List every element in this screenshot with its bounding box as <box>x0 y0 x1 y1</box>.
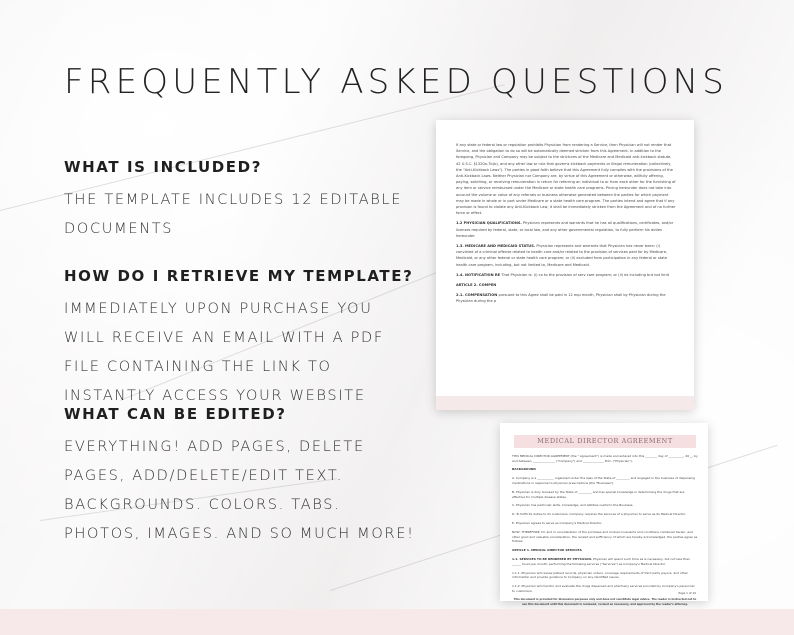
doc-text: pursuant to this Agree shall be paid in 12 equ month, Physician shall by Physician during the Physician during the p <box>456 293 666 304</box>
doc-heading: ARTICLE 1. MEDICAL DIRECTOR SERVICES <box>512 548 582 553</box>
doc-heading: 1.2 PHYSICIAN QUALIFICATIONS. <box>456 221 522 226</box>
faq-answer-line: PAGES, ADD/DELETE/EDIT TEXT. <box>64 468 344 484</box>
doc-paragraph: C. Physician has particular skills, knowledge, and abilities useful to the Business. <box>512 503 634 508</box>
doc-heading: 2.1. COMPENSATION <box>456 293 498 298</box>
doc-heading: 1.4. NOTIFICATION RE <box>456 272 501 277</box>
doc-paragraph: D. To fulfill its duties to its customers, Company requires the services of a physician to serve as its Medical Director. <box>512 512 687 517</box>
doc-paragraph: If any state or federal law or regulation prohibits Physician from rendering a Service, then Physician will not render that Service, and the obligation to do so will be automatically deemed stricken from this Agreement. In addition to the foregoing, Physician and Company may be subject to the strictures of the Medicare and Medicaid anti-kickback statute, 42 U.S.C. §1320a-7b(b), and any other law or rule that governs kickback payments or illegal remuneration (collectively, the "Anti-Kickback Laws"). The parties in good faith believe that this Agreement fully complies with the provisions of the Anti-Kickback Laws. Neither Physician nor Company are, by virtue of this Agreement or otherwise, willfully offering, paying, soliciting, or receiving remuneration in return for referring an individual to or from each other for the furnishing of any item or service reimbursed under the Medicare or state health care programs. Pricing hereunder does not take into account the volume or value of any referrals or business otherwise generated between the parties for which payment may be made in whole or in part under Medicare or a state health care program. The parties intend and agree that if any provision is found to violate any Anti-Kickback Law, it shall be immediately stricken from the Agreement and of no further force or effect. <box>456 143 676 216</box>
doc-title-banner: MEDICAL DIRECTOR AGREEMENT <box>514 435 696 448</box>
doc-paragraph: B. Physician is duly licensed by the State of _________ and has special knowledge in determining the drugs that are effective for multiple disease states. <box>512 489 685 499</box>
faq-answer-line: BACKGROUNDS. COLORS. TABS. <box>64 497 341 513</box>
faq-answer-line: THE TEMPLATE INCLUDES 12 EDITABLE <box>64 192 403 208</box>
doc-disclaimer: This document is provided for discussion purposes only and does not constitute legal advice. The reader is instructed not to use this document until this document is reviewed, revised as necessary, and approved by the reader's attorney. <box>513 597 697 606</box>
doc-paragraph <box>456 220 676 239</box>
faq-answer-line: EVERYTHING! ADD PAGES, DELETE <box>64 439 365 455</box>
faq-answer-line: WILL RECEIVE AN EMAIL WITH A PDF <box>64 330 384 346</box>
faq-answer-line: IMMEDIATELY UPON PURCHASE YOU <box>64 301 373 317</box>
doc-text: Physician will spend such time as is necessary, but not less than ______ hours per month, performing the following services ("Services") as Company's Medical Director. <box>512 556 690 566</box>
doc-text: Physician represents and warrants that Physician has never been: (i) convicted of a criminal offense related to health care and/or related to the provision of services paid for by Medicare, Medicaid, or any other federal or state health care program; or (ii) excluded from participation in any federal or state health care program, including, but not limited to, Medicare and Medicaid. <box>456 244 668 267</box>
document-preview-back <box>436 120 694 410</box>
doc-paragraph: NOW, THEREFORE, for and in consideration of the promises and mutual covenants and conditions contained herein, and other good and valuable consideration, the receipt and sufficiency of which are hereby acknowledged, the parties agree as follows: <box>512 529 698 544</box>
faq-answer-line: DOCUMENTS <box>64 221 174 237</box>
faq-edited <box>64 405 424 549</box>
faq-answer-line: PHOTOS, IMAGES. AND SO MUCH MORE! <box>64 526 415 542</box>
doc-paragraph: THIS MEDICAL DIRECTOR AGREEMENT (the " Agreement") is made and entered into this ________ day of __________, 20__, by and between _______________ ("Company") and ______________ M.D. ("Physician"). <box>512 453 698 463</box>
faq-question: HOW DO I RETRIEVE MY TEMPLATE? <box>64 267 414 285</box>
doc-text: Physician represents and warrants that he has all qualifications, certificates, and/or licenses required by federal, state, or local law, and any other governmental regulation, to fully perform his duties hereunder. <box>456 221 674 238</box>
faq-included <box>64 158 424 244</box>
doc-footer-bar <box>436 396 694 410</box>
bottom-band <box>0 609 794 635</box>
faq-question: WHAT CAN BE EDITED? <box>64 405 287 423</box>
faq-question: WHAT IS INCLUDED? <box>64 158 263 176</box>
doc-page-number: Page 1 of 10 <box>678 591 696 595</box>
doc-heading: ARTICLE 2. COMPEN <box>456 283 497 288</box>
doc-paragraph <box>456 292 676 304</box>
doc-paragraph: E. Physician agrees to serve as Company's Medical Director. <box>512 520 603 525</box>
doc-paragraph <box>456 243 676 268</box>
doc-heading: BACKGROUND <box>512 467 536 472</box>
doc-paragraph: 1.1.1. Physician will review patient records, physician orders, coverage requirements of third party payors, and other information and provide guidance to Company on any identified issues. <box>512 570 688 580</box>
faq-answer-line: FILE CONTAINING THE LINK TO <box>64 359 332 375</box>
doc-paragraph <box>456 272 676 278</box>
doc-paragraph: A. Company is a ___________ organized under the laws of the State of _________ and engaged in the business of dispensing medications in response to physician prescriptions (the "Business"). <box>512 476 695 485</box>
doc-heading: 1.1. SERVICES TO BE RENDERED BY PHYSICIAN. <box>512 556 593 561</box>
faq-answer-line: INSTANTLY ACCESS YOUR WEBSITE <box>64 388 366 404</box>
document-preview-front <box>500 423 708 606</box>
doc-paragraph: 1.1.2. Physician will monitor and evaluate the drugs dispensed and pharmacy services provided by Company's personnel to customers. <box>512 584 695 593</box>
faq-retrieve <box>64 267 424 411</box>
doc-paragraph <box>512 557 698 567</box>
page-title: FREQUENTLY ASKED QUESTIONS <box>64 62 729 102</box>
doc-heading: 1.3. MEDICARE AND MEDICAID STATUS. <box>456 244 536 249</box>
doc-text: That Physician is: (i) co to the provision of serv care program; or (ii) ex including but not limit <box>501 272 670 277</box>
